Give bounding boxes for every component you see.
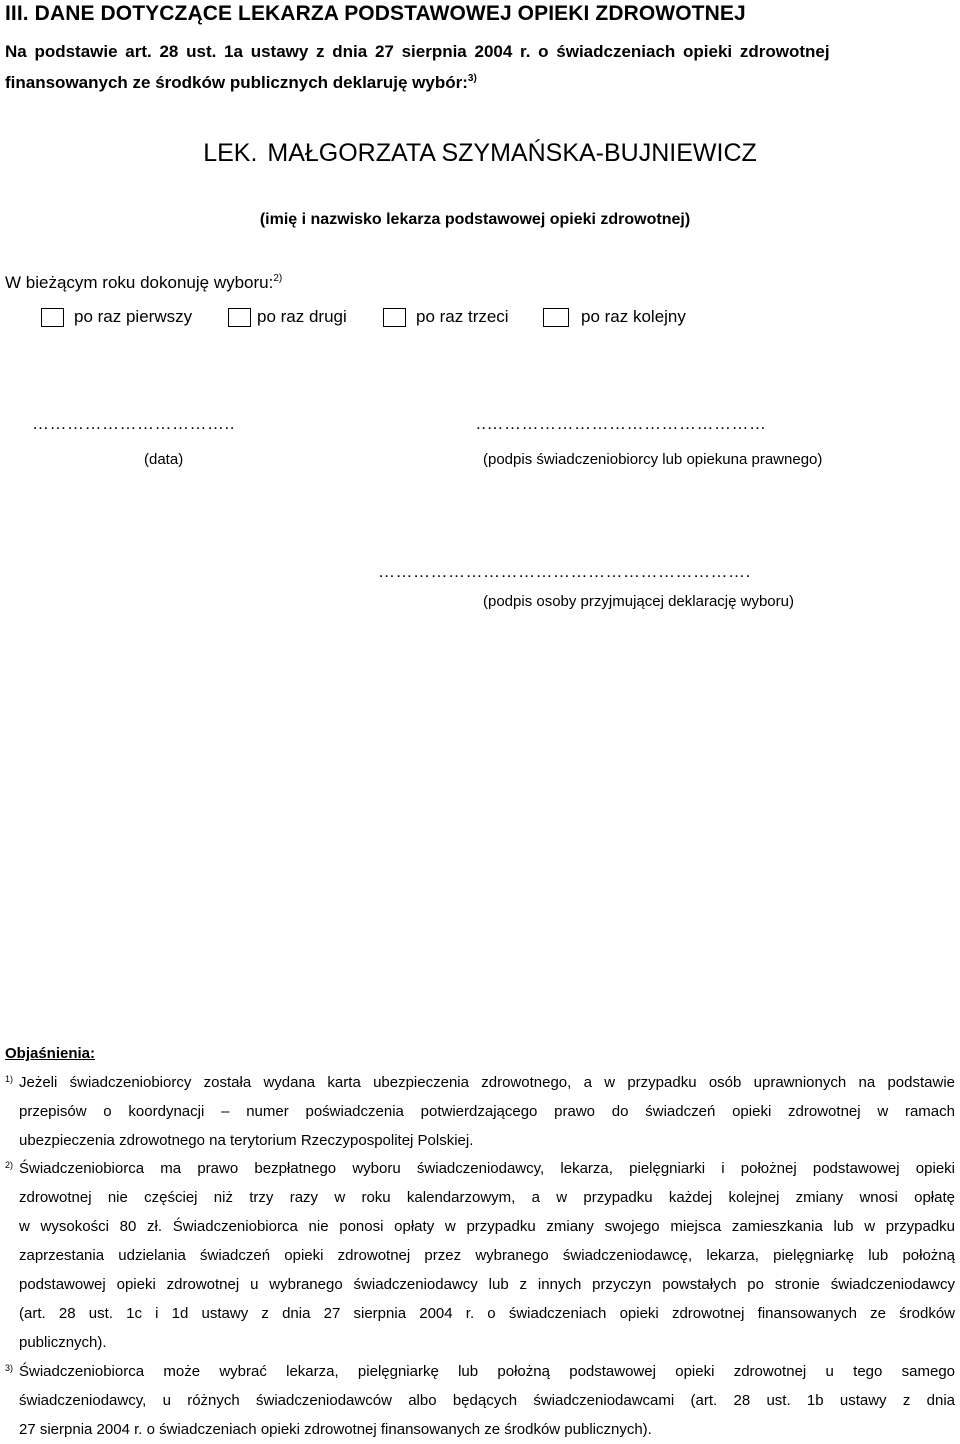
- note-2-ref: 2): [5, 1160, 14, 1170]
- note-2-line-3: w wysokości 80 zł. Świadczeniobiorca nie ponosi opłaty w przypadku zmiany swojego miejsca zamieszkania lub w przypadku: [19, 1218, 955, 1235]
- note-2-line-6: (art. 28 ust. 1c i 1d ustawy z dnia 27 sierpnia 2004 r. o świadczeniach opieki zdrowotnej finansowanych ze środków: [19, 1305, 955, 1322]
- choice-label-text: W bieżącym roku dokonuję wyboru:: [5, 273, 274, 292]
- doctor-prefix: LEK.: [203, 139, 258, 167]
- beneficiary-caption: (podpis świadczeniobiorcy lub opiekuna prawnego): [483, 451, 823, 468]
- note-1-line-3: ubezpieczenia zdrowotnego na terytorium Rzeczypospolitej Polskiej.: [19, 1132, 474, 1149]
- note-3-ref: 3): [5, 1363, 14, 1373]
- note-3-line-2: świadczeniodawcy, u różnych świadczeniodawców albo będących świadczeniodawcami (art. 28 ust. 1b ustawy z dnia: [19, 1392, 955, 1409]
- option-first-label: po raz pierwszy: [74, 307, 193, 326]
- intro-line-1: Na podstawie art. 28 ust. 1a ustawy z dnia 27 sierpnia 2004 r. o świadczeniach opieki zdrowotnej: [5, 42, 830, 61]
- doctor-name: [0, 139, 960, 168]
- doctor-full-name: MAŁGORZATA SZYMAŃSKA-BUJNIEWICZ: [267, 139, 757, 167]
- explanations-title: Objaśnienia:: [5, 1045, 96, 1062]
- option-next[interactable]: [543, 307, 686, 327]
- note-2-line-4: zaprzestania udzielania świadczeń opieki zdrowotnej przez wybranego świadczeniodawcę, lekarza, pielęgniarkę lub położną: [19, 1247, 955, 1264]
- note-3-line-3: 27 sierpnia 2004 r. o świadczeniach opieki zdrowotnej finansowanych ze środków publicznych).: [19, 1421, 652, 1438]
- intro-line-2: [5, 73, 477, 93]
- note-1-line-1: Jeżeli świadczeniobiorcy została wydana karta ubezpieczenia zdrowotnego, a w przypadku osób uprawnionych na podstawie: [19, 1074, 955, 1091]
- beneficiary-dots: ..…………………………………………: [476, 414, 767, 433]
- option-second[interactable]: [228, 307, 347, 327]
- note-2-line-2: zdrowotnej nie częściej niż trzy razy w roku kalendarzowym, a w przypadku każdej kolejnej zmiany wnosi opłatę: [19, 1189, 955, 1206]
- option-next-label: po raz kolejny: [581, 307, 686, 326]
- receiver-dots: ……………………………………………………….: [378, 562, 751, 581]
- note-1-ref: 1): [5, 1074, 14, 1084]
- doctor-caption: (imię i nazwisko lekarza podstawowej opieki zdrowotnej): [259, 211, 691, 228]
- section-title: III. DANE DOTYCZĄCE LEKARZA PODSTAWOWEJ OPIEKI ZDROWOTNEJ: [5, 2, 746, 25]
- option-third[interactable]: [383, 307, 509, 327]
- note-2-line-5: podstawowej opieki zdrowotnej u wybranego świadczeniodawcy lub z innych przyczyn powstałych po stronie świadczeniodawcy: [19, 1276, 955, 1293]
- note-2-line-1: Świadczeniobiorca ma prawo bezpłatnego wyboru świadczeniodawcy, lekarza, pielęgniarki i położnej podstawowej opieki: [19, 1160, 955, 1177]
- checkbox-next[interactable]: [543, 308, 569, 327]
- intro-line-2-text: finansowanych ze środków publicznych deklaruję wybór:: [5, 73, 468, 92]
- date-caption: (data): [144, 451, 184, 468]
- checkbox-first[interactable]: [41, 308, 64, 327]
- footnote-ref: 3): [467, 73, 477, 84]
- checkbox-second[interactable]: [228, 308, 251, 327]
- option-first[interactable]: [41, 307, 192, 327]
- choice-label: [5, 273, 282, 293]
- option-third-label: po raz trzeci: [416, 307, 509, 326]
- checkbox-third[interactable]: [383, 308, 406, 327]
- note-1-line-2: przepisów o koordynacji – numer poświadczenia potwierdzającego prawo do świadczeń opieki zdrowotnej w ramach: [19, 1103, 955, 1120]
- note-2-line-7: publicznych).: [19, 1334, 107, 1351]
- option-second-label: po raz drugi: [257, 307, 347, 326]
- date-dots: ……………………………..: [32, 414, 235, 433]
- note-3-line-1: Świadczeniobiorca może wybrać lekarza, pielęgniarkę lub położną podstawowej opieki zdrowotnej u tego samego: [19, 1363, 955, 1380]
- footnote-ref: 2): [273, 273, 283, 284]
- receiver-caption: (podpis osoby przyjmującej deklarację wyboru): [483, 593, 794, 610]
